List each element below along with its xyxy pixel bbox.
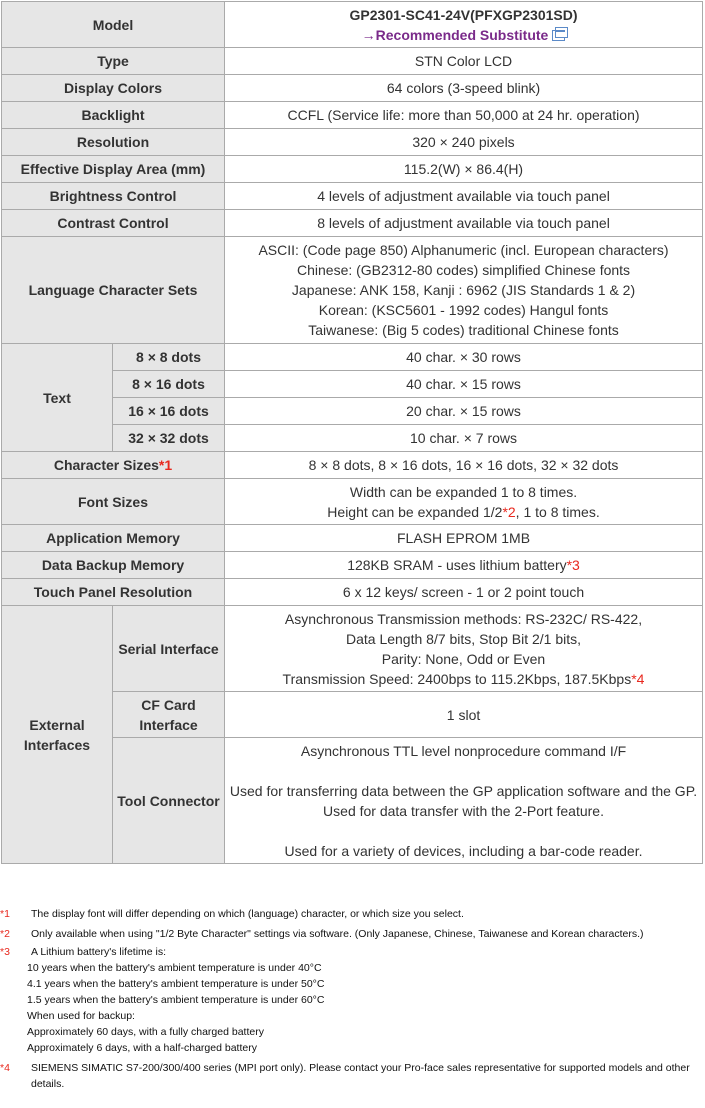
model-name: GP2301-SC41-24V(PFXGP2301SD) bbox=[349, 6, 578, 23]
display-colors-label: Display Colors bbox=[2, 75, 225, 102]
font-sizes-value bbox=[225, 479, 703, 525]
font-sizes-line bbox=[229, 502, 698, 522]
character-sizes-value: 8 × 8 dots, 8 × 16 dots, 16 × 16 dots, 32 × 32 dots bbox=[225, 452, 703, 479]
row-application-memory bbox=[2, 525, 703, 552]
footnote-mark: *4 bbox=[0, 1062, 10, 1074]
footnote-text: SIEMENS SIMATIC S7-200/300/400 series (MPI port only). Please contact your Pro-face sales representative for supported models and other details. bbox=[31, 1062, 690, 1090]
touch-resolution-label: Touch Panel Resolution bbox=[2, 579, 225, 606]
font-sizes-text: Height can be expanded 1/2 bbox=[327, 503, 503, 520]
row-backup-memory bbox=[2, 552, 703, 579]
row-model bbox=[2, 2, 703, 48]
type-value: STN Color LCD bbox=[225, 48, 703, 75]
backup-memory-value bbox=[225, 552, 703, 579]
effective-area-label: Effective Display Area (mm) bbox=[2, 156, 225, 183]
application-memory-label: Application Memory bbox=[2, 525, 225, 552]
spec-table bbox=[1, 1, 703, 864]
model-value bbox=[225, 2, 703, 48]
font-sizes-line: Width can be expanded 1 to 8 times. bbox=[349, 483, 578, 500]
text-size-value: 20 char. × 15 rows bbox=[225, 398, 703, 425]
serial-line: Data Length 8/7 bits, Stop Bit 2/1 bits, bbox=[345, 630, 582, 647]
footnote-mark: *1 bbox=[158, 457, 173, 473]
row-font-sizes bbox=[2, 479, 703, 525]
row-text-8x8 bbox=[2, 344, 703, 371]
font-sizes-label: Font Sizes bbox=[2, 479, 225, 525]
contrast-label: Contrast Control bbox=[2, 210, 225, 237]
text-label: Text bbox=[2, 344, 113, 452]
footnote-text: Only available when using "1/2 Byte Character" settings via software. (Only Japanese, Chinese, Taiwanese and Korean characters.) bbox=[31, 928, 644, 940]
row-type bbox=[2, 48, 703, 75]
resolution-value: 320 × 240 pixels bbox=[225, 129, 703, 156]
type-label: Type bbox=[2, 48, 225, 75]
serial-line: Parity: None, Odd or Even bbox=[381, 650, 546, 667]
substitute-label: Recommended Substitute bbox=[375, 26, 549, 43]
external-label-line: Interfaces bbox=[23, 736, 91, 753]
serial-interface-label: Serial Interface bbox=[113, 606, 225, 692]
row-language bbox=[2, 237, 703, 344]
contrast-value: 8 levels of adjustment available via touch panel bbox=[225, 210, 703, 237]
footnote bbox=[0, 906, 703, 922]
tool-connector-label: Tool Connector bbox=[113, 738, 225, 864]
character-sizes-text: Character Sizes bbox=[53, 457, 159, 473]
text-size-value: 40 char. × 15 rows bbox=[225, 371, 703, 398]
row-display-colors bbox=[2, 75, 703, 102]
cf-label-line: Interface bbox=[139, 716, 198, 733]
application-memory-value: FLASH EPROM 1MB bbox=[225, 525, 703, 552]
brightness-label: Brightness Control bbox=[2, 183, 225, 210]
footnote-mark: *3 bbox=[566, 557, 580, 573]
footnote-mark: *4 bbox=[631, 670, 645, 687]
footnotes bbox=[0, 906, 703, 1092]
language-line: Taiwanese: (Big 5 codes) traditional Chinese fonts bbox=[308, 322, 619, 338]
serial-interface-value bbox=[225, 606, 703, 692]
external-window-icon bbox=[552, 30, 565, 41]
model-label: Model bbox=[2, 2, 225, 48]
serial-text: Transmission Speed: 2400bps to 115.2Kbps, 187.5Kbps bbox=[282, 670, 632, 687]
backup-memory-label: Data Backup Memory bbox=[2, 552, 225, 579]
language-line: Korean: (KSC5601 - 1992 codes) Hangul fonts bbox=[318, 302, 609, 318]
footnote-subline: When used for backup: bbox=[27, 1010, 135, 1022]
row-character-sizes bbox=[2, 452, 703, 479]
external-interfaces-label bbox=[2, 606, 113, 864]
serial-line bbox=[229, 669, 698, 689]
font-sizes-text: , 1 to 8 times. bbox=[515, 503, 600, 520]
footnote-subline: Approximately 6 days, with a half-charged battery bbox=[27, 1042, 257, 1054]
footnote bbox=[0, 944, 703, 960]
footnote-mark: *2 bbox=[0, 928, 10, 940]
footnote-subline: 1.5 years when the battery's ambient temperature is under 60°C bbox=[27, 994, 325, 1006]
recommended-substitute-link[interactable] bbox=[229, 25, 698, 45]
language-line: Japanese: ANK 158, Kanji : 6962 (JIS Standards 1 & 2) bbox=[291, 282, 636, 298]
text-size-value: 40 char. × 30 rows bbox=[225, 344, 703, 371]
text-size-label: 8 × 16 dots bbox=[113, 371, 225, 398]
footnote-text: The display font will differ depending on which (language) character, or which size you select. bbox=[31, 908, 464, 920]
brightness-value: 4 levels of adjustment available via touch panel bbox=[225, 183, 703, 210]
footnote-subline: Approximately 60 days, with a fully charged battery bbox=[27, 1026, 264, 1038]
footnote-mark: *2 bbox=[502, 503, 516, 520]
footnote-subline: 10 years when the battery's ambient temperature is under 40°C bbox=[27, 962, 322, 974]
external-label-line: External bbox=[29, 716, 85, 733]
row-effective-area bbox=[2, 156, 703, 183]
language-value bbox=[225, 237, 703, 344]
backlight-label: Backlight bbox=[2, 102, 225, 129]
character-sizes-label bbox=[2, 452, 225, 479]
cf-label-line: CF Card bbox=[141, 696, 196, 713]
footnote-mark: *3 bbox=[0, 946, 10, 958]
tool-connector-value bbox=[225, 738, 703, 864]
row-brightness bbox=[2, 183, 703, 210]
footnote-sublines bbox=[0, 960, 703, 1056]
language-line: ASCII: (Code page 850) Alphanumeric (incl. European characters) bbox=[258, 242, 669, 258]
footnote bbox=[0, 1060, 703, 1092]
touch-resolution-value: 6 x 12 keys/ screen - 1 or 2 point touch bbox=[225, 579, 703, 606]
resolution-label: Resolution bbox=[2, 129, 225, 156]
substitute-arrow: → bbox=[361, 26, 376, 43]
language-line: Chinese: (GB2312-80 codes) simplified Chinese fonts bbox=[296, 262, 631, 278]
tool-line: Used for data transfer with the 2-Port feature. bbox=[323, 802, 604, 819]
cf-card-value: 1 slot bbox=[225, 692, 703, 738]
footnote bbox=[0, 926, 703, 942]
footnote-text: A Lithium battery's lifetime is: bbox=[31, 946, 167, 958]
row-backlight bbox=[2, 102, 703, 129]
tool-spacer bbox=[229, 761, 698, 781]
display-colors-value: 64 colors (3-speed blink) bbox=[225, 75, 703, 102]
row-serial-interface bbox=[2, 606, 703, 692]
text-size-label: 8 × 8 dots bbox=[113, 344, 225, 371]
text-size-label: 32 × 32 dots bbox=[113, 425, 225, 452]
cf-card-label bbox=[113, 692, 225, 738]
text-size-label: 16 × 16 dots bbox=[113, 398, 225, 425]
tool-line: Used for a variety of devices, including a bar-code reader. bbox=[284, 842, 643, 859]
footnote-mark: *1 bbox=[0, 908, 10, 920]
row-contrast bbox=[2, 210, 703, 237]
footnote-subline: 4.1 years when the battery's ambient temperature is under 50°C bbox=[27, 978, 325, 990]
serial-line: Asynchronous Transmission methods: RS-232C/ RS-422, bbox=[284, 610, 643, 627]
row-touch-resolution bbox=[2, 579, 703, 606]
effective-area-value: 115.2(W) × 86.4(H) bbox=[225, 156, 703, 183]
backup-memory-text: 128KB SRAM - uses lithium battery bbox=[347, 557, 567, 573]
backlight-value: CCFL (Service life: more than 50,000 at 24 hr. operation) bbox=[225, 102, 703, 129]
row-resolution bbox=[2, 129, 703, 156]
language-label: Language Character Sets bbox=[2, 237, 225, 344]
tool-line: Asynchronous TTL level nonprocedure command I/F bbox=[300, 742, 627, 759]
tool-spacer bbox=[229, 821, 698, 841]
text-size-value: 10 char. × 7 rows bbox=[225, 425, 703, 452]
tool-line: Used for transferring data between the GP application software and the GP. bbox=[229, 782, 698, 799]
